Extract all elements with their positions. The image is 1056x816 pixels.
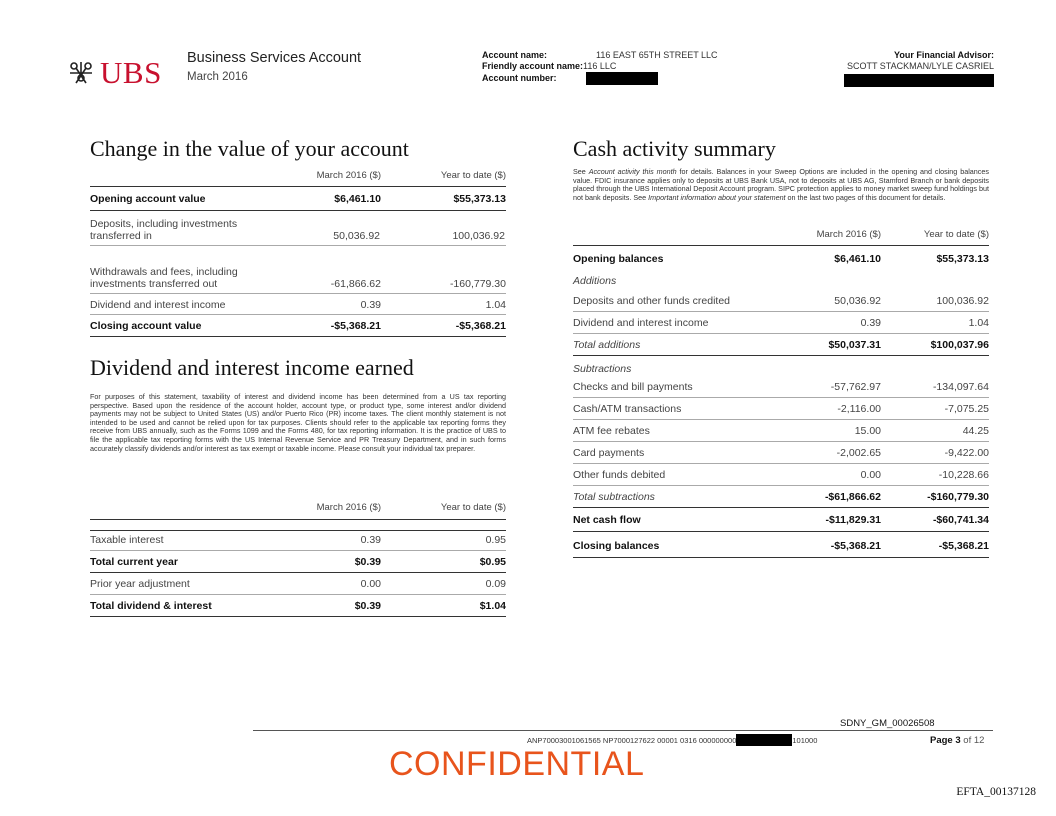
row-label: Net cash flow — [573, 514, 641, 526]
row-value-ytd: 44.25 — [962, 425, 989, 437]
efta-number: EFTA_00137128 — [956, 786, 1036, 798]
col-header-ytd: Year to date ($) — [923, 229, 989, 240]
row-value-month: $6,461.10 — [834, 253, 881, 265]
dividend-table — [90, 502, 506, 617]
row-label: Withdrawals and fees, including investments transferred out — [90, 266, 238, 290]
row-label: Closing balances — [573, 540, 660, 552]
row-value-ytd: $55,373.13 — [936, 253, 989, 265]
footer-code-right: 101000 — [792, 735, 818, 745]
statement-title: Business Services Account — [187, 50, 362, 66]
table-row — [90, 246, 506, 294]
row-value-month: $0.39 — [354, 556, 381, 568]
table-row — [573, 312, 989, 334]
col-header-ytd: Year to date ($) — [440, 170, 506, 181]
table-row — [90, 211, 506, 246]
row-value-ytd: 0.09 — [485, 578, 506, 590]
account-number-redaction — [586, 72, 658, 85]
row-value-month: -61,866.62 — [330, 278, 381, 290]
row-value-ytd: 100,036.92 — [452, 230, 505, 242]
row-label: Opening balances — [573, 253, 664, 265]
cash-activity-table — [573, 229, 989, 558]
table-row — [573, 290, 989, 312]
row-label: Total current year — [90, 556, 178, 568]
row-label: ATM fee rebates — [573, 425, 650, 437]
table-row — [573, 486, 989, 508]
row-value-month: -$61,866.62 — [824, 491, 881, 503]
dividend-disclaimer: For purposes of this statement, taxability of interest and dividend income has been determined from a US tax reporting perspective. Based upon the residence of the account holder, account type, or product type, some interest and/or dividend payments may not be subject to United States (US) and/or Puerto Rico (PR) income taxes. The client monthly statement is not intended to be used and cannot be relied upon for tax purposes. Clients should refer to the applicable tax reporting forms they receive from UBS annually, such as the Forms 1099 and the Forms 480, for tax reporting information. It is the practice of UBS to file the applicable tax reporting forms with the US Internal Revenue Service and PR Treasury Department, and in such forms accurately classify dividends and/or interest as tax exempt or taxable income. Please consult your individual tax preparer. — [90, 392, 506, 453]
row-value-month: 50,036.92 — [333, 230, 380, 242]
para-text: for details. Balances in your Sweep Options are included in the opening and closing balances value. FDIC insurance applies only to deposits at UBS Bank USA, not to deposits at UBS AG, Stamford Branch or bank deposits placed through the UBS International Deposit Account program. SIPC protection applies to money market sweep fund holdings but not bank deposits. See — [573, 167, 989, 202]
col-header-month: March 2016 ($) — [316, 170, 381, 181]
col-header-month: March 2016 ($) — [316, 502, 381, 513]
table-row — [573, 442, 989, 464]
table-row — [573, 378, 989, 398]
table-row — [90, 530, 506, 551]
dividend-heading: Dividend and interest income earned — [90, 355, 414, 380]
section-label-row — [573, 356, 989, 378]
change-value-heading: Change in the value of your account — [90, 136, 409, 161]
statement-date: March 2016 — [187, 71, 248, 83]
row-label: Checks and bill payments — [573, 381, 693, 393]
account-name-value: 116 EAST 65TH STREET LLC — [596, 50, 718, 60]
row-label: Deposits, including investments transferred in — [90, 218, 238, 242]
row-value-month: $6,461.10 — [334, 193, 381, 205]
row-value-month: -2,002.65 — [836, 447, 881, 459]
row-label: Total additions — [573, 339, 641, 351]
col-header-month: March 2016 ($) — [816, 229, 881, 240]
table-header — [90, 502, 506, 520]
para-text: See — [573, 167, 589, 176]
row-value-ytd: -$160,779.30 — [927, 491, 989, 503]
financial-advisor — [844, 50, 994, 90]
page-number — [930, 735, 984, 746]
row-value-month: 50,036.92 — [834, 295, 881, 307]
row-value-ytd: -9,422.00 — [944, 447, 989, 459]
row-value-month: -$5,368.21 — [830, 540, 881, 552]
keys-icon — [66, 59, 96, 87]
table-row — [90, 315, 506, 337]
para-ref-important-info: Important information about your statement — [648, 192, 786, 202]
row-label: Opening account value — [90, 193, 206, 205]
row-value-month: -$11,829.31 — [825, 514, 881, 526]
row-value-ytd: $1.04 — [479, 600, 506, 612]
advisor-name: SCOTT STACKMAN/LYLE CASRIEL — [846, 61, 994, 71]
row-value-ytd: 1.04 — [485, 299, 506, 311]
advisor-redaction — [844, 74, 994, 87]
table-row — [90, 551, 506, 573]
account-info — [482, 50, 718, 85]
row-label: Prior year adjustment — [90, 578, 190, 590]
subtractions-label: Subtractions — [573, 363, 632, 375]
row-label: Closing account value — [90, 320, 202, 332]
section-label-row — [573, 270, 989, 290]
row-value-month: 0.39 — [360, 534, 381, 546]
table-row — [573, 464, 989, 486]
row-value-ytd: $55,373.13 — [453, 193, 506, 205]
row-label: Total dividend & interest — [90, 600, 212, 612]
table-row — [90, 573, 506, 595]
table-row — [573, 334, 989, 356]
table-row — [90, 294, 506, 315]
row-value-month: 0.39 — [360, 299, 381, 311]
page-label: Page — [930, 735, 953, 746]
row-value-ytd: -10,228.66 — [938, 469, 989, 481]
para-ref-account-activity: Account activity this month — [588, 167, 677, 176]
row-value-ytd: -$5,368.21 — [938, 540, 989, 552]
row-label: Cash/ATM transactions — [573, 403, 682, 415]
cash-activity-heading: Cash activity summary — [573, 136, 776, 161]
change-value-table — [90, 170, 506, 337]
row-label: Card payments — [573, 447, 645, 459]
advisor-label: Your Financial Advisor: — [893, 50, 994, 60]
row-value-month: $0.39 — [354, 600, 381, 612]
footer-code-left: ANP70003001061565 NP7000127622 00001 0316 000000000 — [527, 735, 737, 745]
table-row — [90, 595, 506, 617]
footer-divider — [253, 730, 993, 731]
row-value-ytd: -$5,368.21 — [455, 320, 506, 332]
row-value-ytd: -160,779.30 — [449, 278, 506, 290]
page-current: 3 — [955, 735, 961, 746]
cash-disclaimer — [573, 168, 989, 202]
row-value-ytd: 100,036.92 — [936, 295, 989, 307]
account-number-label: Account number: — [482, 73, 557, 83]
table-row — [573, 246, 989, 270]
table-row — [573, 532, 989, 558]
row-label: Taxable interest — [90, 534, 164, 546]
col-header-ytd: Year to date ($) — [440, 502, 506, 513]
friendly-name-label: Friendly account name: — [482, 61, 584, 71]
row-value-month: -$5,368.21 — [330, 320, 381, 332]
additions-label: Additions — [573, 275, 617, 287]
row-label: Other funds debited — [573, 469, 666, 481]
row-value-ytd: 0.95 — [485, 534, 506, 546]
row-value-month: -2,116.00 — [837, 403, 881, 415]
ubs-logo — [66, 55, 162, 91]
ubs-wordmark: UBS — [100, 55, 162, 90]
footer-code-redaction — [736, 734, 792, 746]
table-row — [90, 187, 506, 211]
table-row — [573, 420, 989, 442]
page-total: of 12 — [963, 735, 985, 746]
row-label: Deposits and other funds credited — [573, 295, 731, 307]
row-label: Total subtractions — [573, 491, 655, 503]
para-text: on the last two pages of this document for details. — [785, 192, 946, 202]
row-value-ytd: $0.95 — [479, 556, 506, 568]
row-value-month: 0.00 — [360, 578, 381, 590]
account-name-label: Account name: — [482, 50, 548, 60]
row-value-ytd: 1.04 — [968, 317, 989, 329]
row-value-ytd: -7,075.25 — [944, 403, 989, 415]
row-value-month: 0.39 — [860, 317, 881, 329]
row-value-ytd: -$60,741.34 — [932, 514, 989, 526]
bates-number: SDNY_GM_00026508 — [840, 718, 935, 729]
row-value-month: 15.00 — [854, 425, 881, 437]
table-row — [573, 398, 989, 420]
confidential-stamp: CONFIDENTIAL — [389, 745, 645, 783]
row-value-month: -57,762.97 — [830, 381, 881, 393]
table-header — [90, 170, 506, 187]
row-value-ytd: -134,097.64 — [932, 381, 989, 393]
row-value-ytd: $100,037.96 — [930, 339, 989, 351]
row-value-month: 0.00 — [860, 469, 881, 481]
table-header — [573, 229, 989, 246]
row-label: Dividend and interest income — [90, 299, 226, 311]
friendly-name-value: 116 LLC — [583, 61, 617, 71]
row-value-month: $50,037.31 — [828, 339, 881, 351]
table-row — [573, 508, 989, 532]
row-label: Dividend and interest income — [573, 317, 709, 329]
